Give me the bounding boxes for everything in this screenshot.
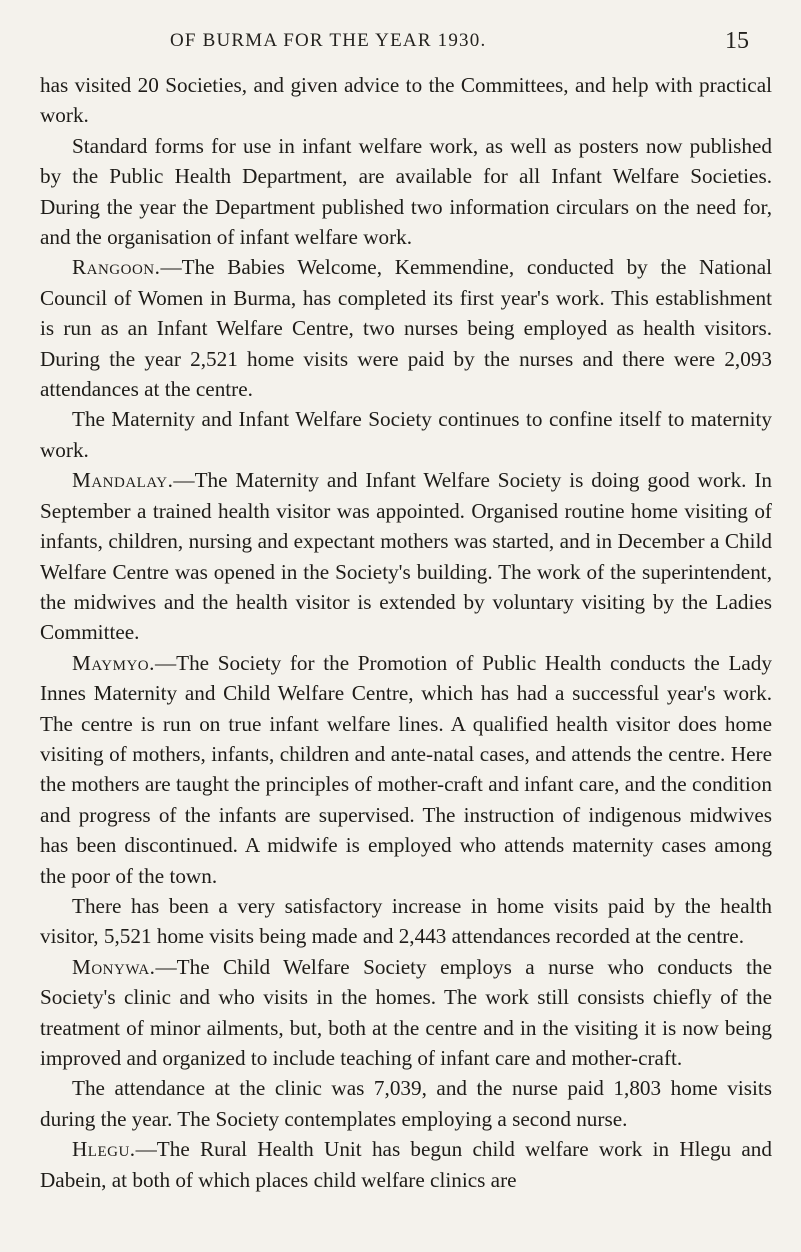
paragraph: Rangoon.—The Babies Welcome, Kemmendine, conducted by the National Council of Women in Burma, has completed its first year's work. This establishment is run as an Infant Welfare Centre, two nurses being employed as health visitors. During the year 2,521 home visits were paid by the nurses and there were 2,093 attendances at the centre. bbox=[40, 255, 772, 402]
section-lead: Maymyo. bbox=[72, 650, 155, 675]
paragraph: has visited 20 Societies, and given advice to the Committees, and help with practical work. bbox=[40, 73, 772, 128]
body-text bbox=[40, 70, 772, 1195]
paragraph: There has been a very satisfactory increase in home visits paid by the health visitor, 5,521 home visits being made and 2,443 attendances recorded at the centre. bbox=[40, 893, 772, 949]
section-lead: Monywa. bbox=[72, 954, 156, 979]
section-lead: Mandalay. bbox=[72, 468, 174, 493]
page-number: 15 bbox=[725, 28, 749, 54]
paragraph: The Maternity and Infant Welfare Society continues to confine itself to maternity work. bbox=[40, 407, 772, 462]
running-title: OF BURMA FOR THE YEAR 1930. bbox=[170, 30, 487, 51]
paragraph: Monywa.—The Child Welfare Society employs a nurse who conducts the Society's clinic and who visits in the homes. The work still consists chiefly of the treatment of minor ailments, but, both at the centre and in the visiting it is now being improved and organized to include teaching of infant care and mother-craft. bbox=[40, 954, 772, 1070]
paragraph: Standard forms for use in infant welfare work, as well as posters now published by the Public Health Department, are available for all Infant Welfare Societies. During the year the Department published two information circulars on the need for, and the organisation of infant welfare work. bbox=[40, 133, 772, 250]
paragraph: Hlegu.—The Rural Health Unit has begun child welfare work in Hlegu and Dabein, at both of which places child welfare clinics are bbox=[40, 1137, 772, 1192]
paragraph: Maymyo.—The Society for the Promotion of Public Health conducts the Lady Innes Maternity and Child Welfare Centre, which has had a successful year's work. The centre is run on true infant welfare lines. A qualified health visitor does home visiting of mothers, infants, children and ante-natal cases, and attends the centre. Here the mothers are taught the principles of mother-craft and infant care, and the condition and progress of the infants are supervised. The instruction of indigenous midwives has been discontinued. A midwife is employed who attends maternity cases among the poor of the town. bbox=[40, 650, 772, 888]
paragraph: The attendance at the clinic was 7,039, and the nurse paid 1,803 home visits during the year. The Society contemplates employing a second nurse. bbox=[40, 1076, 772, 1131]
running-header bbox=[0, 28, 801, 58]
section-lead: Rangoon. bbox=[72, 255, 161, 280]
paragraph: Mandalay.—The Maternity and Infant Welfare Society is doing good work. In September a trained health visitor was appointed. Organised routine home visiting of infants, children, nursing and expectant mothers was started, and in December a Child Welfare Centre was opened in the Society's building. The work of the superintendent, the midwives and the health visitor is extended by voluntary visiting by the Ladies Committee. bbox=[40, 468, 772, 645]
section-lead: Hlegu. bbox=[72, 1137, 136, 1162]
